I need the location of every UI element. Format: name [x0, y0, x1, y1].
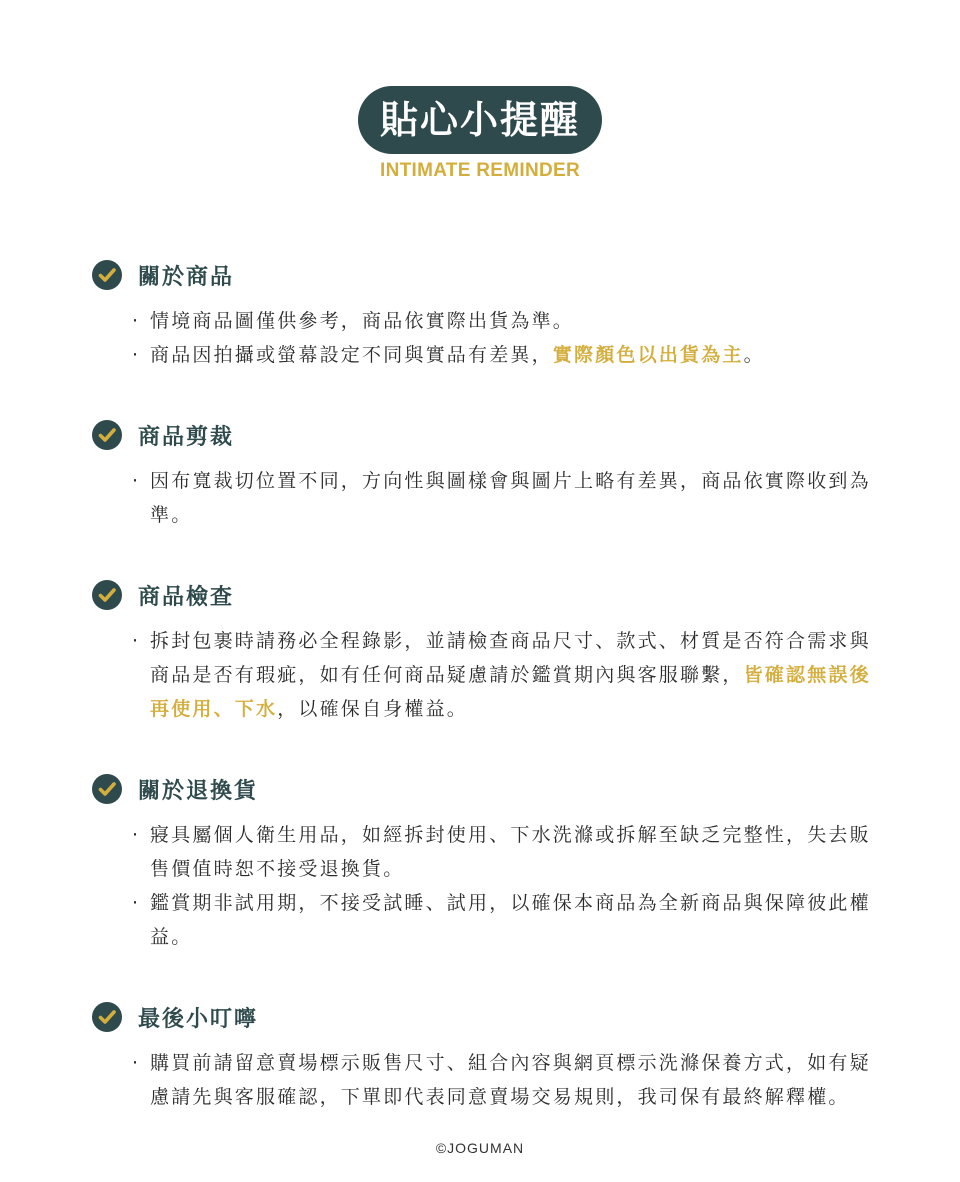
item-text: 購買前請留意賣場標示販售尺寸、組合內容與網頁標示洗滌保養方式，如有疑慮請先與客服確認，下單即代表同意賣場交易規則，我司保有最終解釋權。: [150, 1052, 871, 1108]
section-title: 商品剪裁: [138, 424, 235, 450]
bullet: ·: [132, 310, 141, 332]
bullet: ·: [132, 630, 141, 652]
list-item: [132, 818, 882, 886]
reminder-section: [92, 578, 882, 726]
section-title: 關於商品: [138, 264, 235, 290]
reminder-sections: [92, 258, 882, 1160]
bullet: ·: [132, 470, 141, 492]
item-text: 寢具屬個人衛生用品，如經拆封使用、下水洗滌或拆解至缺乏完整性，失去販售價值時恕不接受退換貨。: [150, 824, 871, 880]
list-item: [132, 1046, 882, 1114]
section-header: [92, 418, 882, 452]
section-title: 最後小叮嚀: [138, 1006, 259, 1032]
check-circle-icon: [92, 580, 122, 610]
section-header: [92, 578, 882, 612]
header: [0, 86, 960, 182]
list-item: [132, 464, 882, 532]
list-item: [132, 304, 882, 338]
section-items: [92, 1046, 882, 1114]
item-highlight: 實際顏色以出貨為主: [552, 344, 744, 366]
check-circle-icon: [92, 774, 122, 804]
reminder-section: [92, 418, 882, 532]
bullet: ·: [132, 892, 141, 914]
section-items: [92, 818, 882, 954]
page-subtitle: INTIMATE REMINDER: [379, 160, 581, 181]
copyright: ©JOGUMAN: [435, 1140, 525, 1156]
item-text: 拆封包裹時請務必全程錄影，並請檢查商品尺寸、款式、材質是否符合需求與商品是否有瑕疵，如有任何商品疑慮請於鑑賞期內與客服聯繫，: [150, 630, 871, 686]
item-highlight: 皆確認無誤後再使用、下水: [150, 664, 871, 720]
bullet: ·: [132, 824, 141, 846]
reminder-section: [92, 772, 882, 954]
section-title: 關於退換貨: [138, 778, 259, 804]
section-items: [92, 304, 882, 372]
check-circle-icon: [92, 260, 122, 290]
check-circle-icon: [92, 1002, 122, 1032]
section-header: [92, 258, 882, 292]
section-header: [92, 1000, 882, 1034]
item-text-after: 。: [743, 344, 765, 366]
reminder-section: [92, 1000, 882, 1114]
check-circle-icon: [92, 420, 122, 450]
item-text-after: ，以確保自身權益。: [277, 698, 469, 720]
item-text: 鑑賞期非試用期，不接受試睡、試用，以確保本商品為全新商品與保障彼此權益。: [150, 892, 871, 948]
bullet: ·: [132, 344, 141, 366]
section-items: [92, 624, 882, 726]
list-item: [132, 624, 882, 726]
list-item: [132, 886, 882, 954]
page-title: 貼心小提醒: [358, 86, 602, 154]
bullet: ·: [132, 1052, 141, 1074]
item-text: 因布寬裁切位置不同，方向性與圖樣會與圖片上略有差異，商品依實際收到為準。: [150, 470, 871, 526]
section-items: [92, 464, 882, 532]
item-text: 情境商品圖僅供參考，商品依實際出貨為準。: [150, 310, 575, 332]
list-item: [132, 338, 882, 372]
section-title: 商品檢查: [138, 584, 235, 610]
item-text: 商品因拍攝或螢幕設定不同與實品有差異，: [150, 344, 553, 366]
section-header: [92, 772, 882, 806]
reminder-section: [92, 258, 882, 372]
